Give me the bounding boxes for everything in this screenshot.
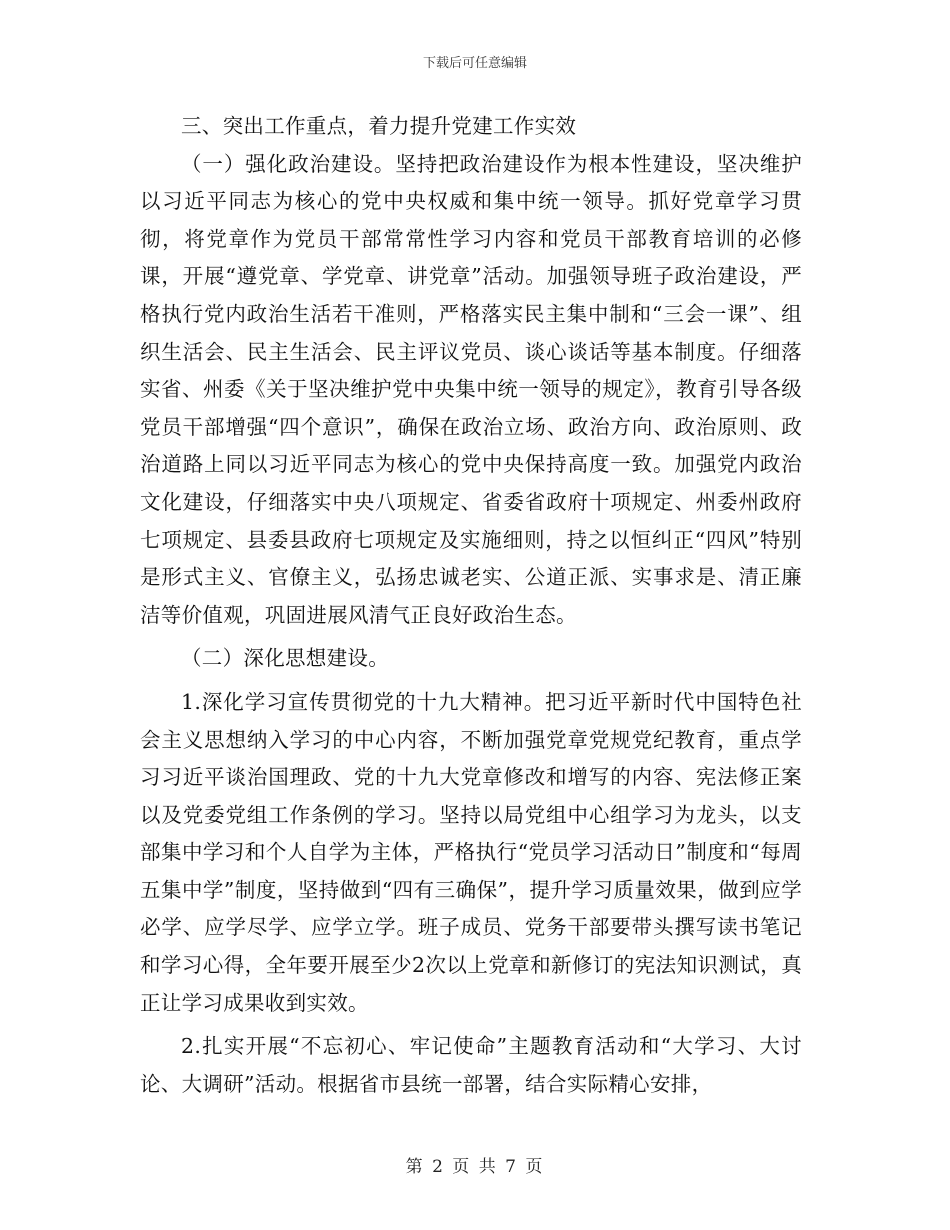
paragraph-political-construction: （一）强化政治建设。坚持把政治建设作为根本性建设，坚决维护以习近平同志为核心的党中央权威和集中统一领导。抓好党章学习贯彻，将党章作为党员干部常常性学习内容和党员干部教育培训的必修课，开展“遵党章、学党章、讲党章”活动。加强领导班子政治建设，严格执行党内政治生活若干准则，严格落实民主集中制和“三会一课”、组织生活会、民主生活会、民主评议党员、谈心谈话等基本制度。仔细落实省、州委《关于坚决维护党中央集中统一领导的规定》，教育引导各级党员干部增强“四个意识”，确保在政治立场、政治方向、政治原则、政治道路上同以习近平同志为核心的党中央保持高度一致。加强党内政治文化建设，仔细落实中央八项规定、省委省政府十项规定、州委州政府七项规定、县委县政府七项规定及实施细则，持之以恒纠正“四风”特别是形式主义、官僚主义，弘扬忠诚老实、公道正派、实事求是、清正廉洁等价值观，巩固进展风清气正良好政治生态。 [140, 151, 802, 627]
section-heading: 三、突出工作重点，着力提升党建工作实效 [181, 114, 577, 138]
page-header: 下载后可任意编辑 [422, 56, 527, 71]
paragraph-study-nineteenth-congress: 1.深化学习宣传贯彻党的十九大精神。把习近平新时代中国特色社会主义思想纳入学习的中心内容，不断加强党章党规党纪教育，重点学习习近平谈治国理政、党的十九大党章修改和增写的内容、宪法修正案以及党委党组工作条例的学习。坚持以局党组中心组学习为龙头，以支部集中学习和个人自学为主体，严格执行“党员学习活动日”制度和“每周五集中学”制度，坚持做到“四有三确保”，提升学习质量效果，做到应学必学、应学尽学、应学立学。班子成员、党务干部要带头撰写读书笔记和学习心得，全年要开展至少2次以上党章和新修订的宪法知识测试，真正让学习成果收到实效。 [140, 689, 802, 1015]
document-body [140, 108, 802, 1103]
page-number-footer: 第 2 页 共 7 页 [405, 1157, 545, 1177]
paragraph-theme-education: 2.扎实开展“不忘初心、牢记使命”主题教育活动和“大学习、大讨论、大调研”活动。根据省市县统一部署，结合实际精心安排， [140, 1034, 802, 1096]
paragraph-ideological-construction-heading: （二）深化思想建设。 [181, 646, 389, 671]
